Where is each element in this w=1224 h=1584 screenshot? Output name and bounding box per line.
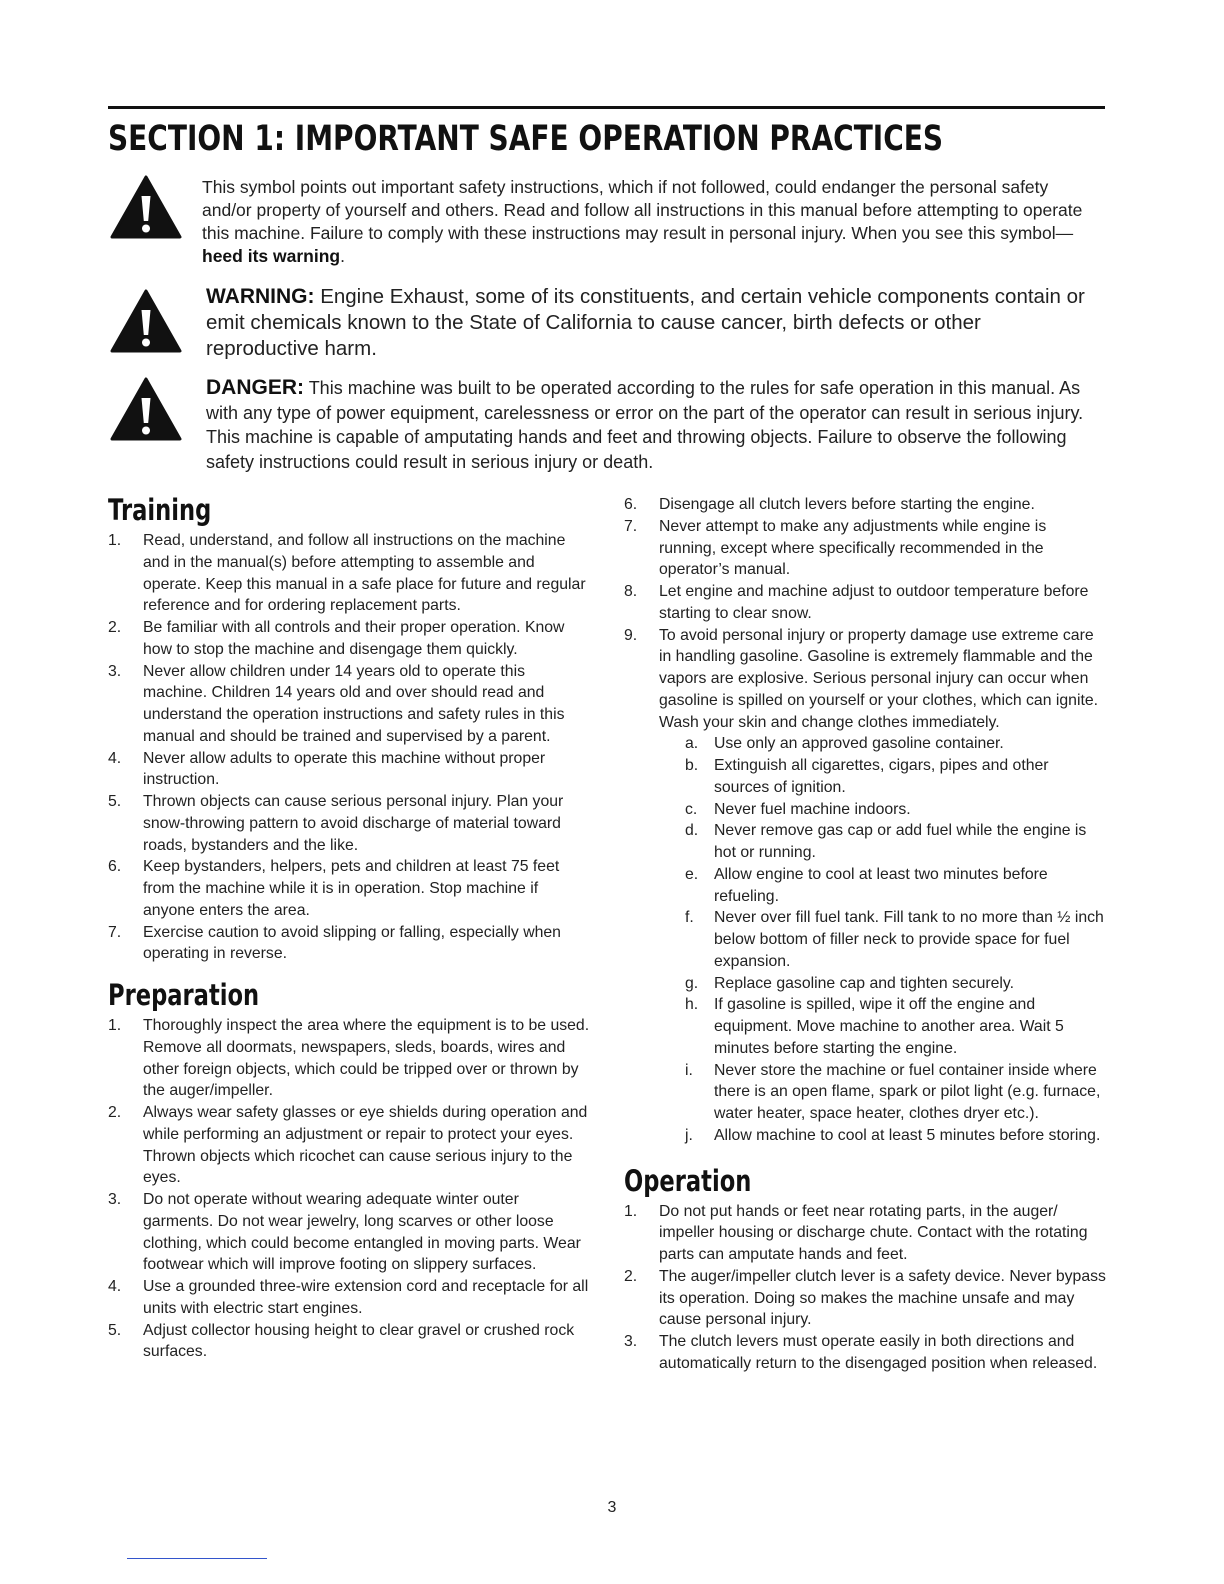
operation-heading: Operation bbox=[624, 1163, 752, 1198]
sub-item-text: Extinguish all cigarettes, cigars, pipes and other sources of ignition. bbox=[714, 757, 1049, 796]
list-item bbox=[108, 1189, 590, 1276]
preparation-list-continued bbox=[624, 494, 1106, 1147]
sub-item-text: Never over fill fuel tank. Fill tank to no more than ½ inch below bottom of filler neck to provide space for fuel expansion. bbox=[714, 909, 1104, 970]
list-item bbox=[624, 516, 1106, 581]
intro-text: This symbol points out important safety instructions, which if not followed, could endanger the personal safety and/or property of yourself and others. Read and follow all instructions in this manual before attempting to operate this machine. Failure to comply with these instructions may result in personal injury. When you see this symbol— bbox=[202, 177, 1083, 243]
sub-list-item bbox=[679, 1060, 1106, 1125]
item-number: 6. bbox=[108, 858, 122, 876]
item-number: 4. bbox=[108, 749, 122, 767]
item-text: Be familiar with all controls and their proper operation. Know how to stop the machine and disengage them quickly. bbox=[143, 619, 565, 658]
gasoline-sublist bbox=[659, 733, 1106, 1146]
sub-item-letter: c. bbox=[685, 800, 698, 818]
item-number: 3. bbox=[108, 1191, 122, 1208]
item-number: 5. bbox=[108, 1321, 122, 1339]
item-number: 7. bbox=[624, 517, 638, 535]
item-text: Keep bystanders, helpers, pets and children at least 75 feet from the machine while it is in operation. Stop machine if anyone enters the area. bbox=[143, 858, 560, 919]
footer-link-underline bbox=[127, 1558, 267, 1559]
sub-list-item bbox=[679, 907, 1106, 972]
list-item bbox=[108, 1102, 590, 1189]
warning-triangle-icon bbox=[110, 288, 182, 354]
list-item bbox=[108, 530, 590, 617]
item-number: 3. bbox=[108, 662, 122, 680]
item-number: 2. bbox=[108, 619, 122, 636]
item-number: 5. bbox=[108, 793, 122, 810]
list-item bbox=[624, 1201, 1106, 1266]
page-number: 3 bbox=[607, 1499, 617, 1516]
item-number: 8. bbox=[624, 583, 638, 600]
sub-item-letter: i. bbox=[685, 1061, 693, 1079]
list-item bbox=[108, 791, 590, 856]
sub-item-letter: j. bbox=[685, 1126, 693, 1144]
intro-bold-tail: heed its warning bbox=[202, 246, 341, 266]
item-number: 9. bbox=[624, 626, 638, 644]
list-item bbox=[108, 856, 590, 921]
list-item bbox=[108, 617, 590, 661]
training-list bbox=[108, 530, 590, 965]
sub-item-letter: a. bbox=[685, 735, 699, 753]
list-item bbox=[108, 922, 590, 966]
preparation-heading: Preparation bbox=[108, 978, 260, 1012]
item-text: Never attempt to make any adjustments while engine is running, except where specifically recommended in the operator’s manual. bbox=[659, 517, 1047, 579]
sub-item-letter: b. bbox=[685, 757, 699, 774]
item-text: Thrown objects can cause serious personal injury. Plan your snow-throwing pattern to avoid discharge of material toward roads, bystanders and the like. bbox=[143, 793, 564, 854]
item-number: 1. bbox=[108, 1017, 122, 1034]
operation-list bbox=[624, 1201, 1106, 1375]
list-item bbox=[624, 625, 1106, 1147]
item-number: 3. bbox=[624, 1333, 638, 1350]
item-number: 2. bbox=[108, 1104, 122, 1121]
danger-paragraph bbox=[206, 376, 1096, 474]
item-text: Read, understand, and follow all instructions on the machine and in the manual(s) before attempting to assemble and operate. Keep this manual in a safe place for future and regular reference and for ordering replacement parts. bbox=[143, 532, 586, 615]
section-title: SECTION 1: IMPORTANT SAFE OPERATION PRACTICES bbox=[108, 119, 944, 159]
sub-list-item bbox=[679, 1125, 1106, 1147]
sub-list-item bbox=[679, 973, 1106, 995]
item-text: The auger/impeller clutch lever is a safety device. Never bypass its operation. Doing so makes the machine unsafe and may cause personal injury. bbox=[659, 1267, 1106, 1329]
list-item bbox=[108, 1015, 590, 1102]
sub-item-text: Replace gasoline cap and tighten securely. bbox=[714, 974, 1015, 992]
list-item bbox=[624, 1266, 1106, 1331]
sub-item-text: Never fuel machine indoors. bbox=[714, 800, 911, 818]
sub-list-item bbox=[679, 733, 1106, 755]
item-text: Let engine and machine adjust to outdoor temperature before starting to clear snow. bbox=[659, 583, 1089, 622]
section-rule bbox=[108, 106, 1105, 109]
item-text: Never allow children under 14 years old to operate this machine. Children 14 years old and over should read and understand the operation instructions and safety rules in this manual and should be trained and supervised by a parent. bbox=[143, 662, 565, 745]
list-item bbox=[108, 1276, 590, 1320]
list-item bbox=[108, 1320, 590, 1364]
sub-item-letter: d. bbox=[685, 822, 699, 840]
item-text: Adjust collector housing height to clear gravel or crushed rock surfaces. bbox=[143, 1321, 575, 1361]
warning-triangle-icon bbox=[110, 174, 182, 240]
item-text: Never allow adults to operate this machine without proper instruction. bbox=[143, 749, 546, 789]
sub-list-item bbox=[679, 864, 1106, 908]
warning-label: WARNING: bbox=[206, 285, 315, 308]
item-text: Do not put hands or feet near rotating parts, in the auger/ impeller housing or discharge chute. Contact with the rotating parts can amputate hands and feet. bbox=[659, 1202, 1088, 1263]
item-text: Disengage all clutch levers before starting the engine. bbox=[659, 496, 1035, 513]
item-number: 1. bbox=[624, 1202, 638, 1220]
intro-paragraph bbox=[202, 176, 1102, 268]
list-item bbox=[624, 1331, 1106, 1375]
sub-list-item bbox=[679, 755, 1106, 799]
sub-item-text: Allow engine to cool at least two minutes before refueling. bbox=[714, 865, 1048, 905]
sub-item-letter: e. bbox=[685, 865, 699, 883]
item-number: 1. bbox=[108, 532, 122, 549]
list-item bbox=[108, 661, 590, 748]
warning-paragraph bbox=[206, 284, 1096, 362]
sub-item-text: If gasoline is spilled, wipe it off the engine and equipment. Move machine to another area. Wait 5 minutes before starting the engine. bbox=[714, 996, 1064, 1057]
right-column bbox=[624, 494, 1106, 1375]
sub-list-item bbox=[679, 994, 1106, 1059]
item-text: Thoroughly inspect the area where the equipment is to be used. Remove all doormats, newspapers, sleds, boards, wires and other foreign objects, which could be tripped over or thrown by the auger/impeller. bbox=[143, 1017, 590, 1100]
sub-item-text: Never store the machine or fuel container inside where there is an open flame, spark or pilot light (e.g. furnace, water heater, space heater, clothes dryer etc.). bbox=[714, 1061, 1101, 1122]
warning-triangle-icon bbox=[110, 376, 182, 442]
item-number: 4. bbox=[108, 1278, 122, 1295]
sub-item-letter: h. bbox=[685, 996, 699, 1014]
danger-text: This machine was built to be operated according to the rules for safe operation in this manual. As with any type of power equipment, carelessness or error on the part of the operator can result in serious injury. This machine is capable of amputating hands and feet and throwing objects. Failure to observe the following safety instructions could result in serious injury or death. bbox=[206, 378, 1084, 472]
list-item bbox=[624, 581, 1106, 625]
item-number: 6. bbox=[624, 496, 638, 513]
item-number: 2. bbox=[624, 1267, 638, 1285]
sub-item-letter: g. bbox=[685, 974, 699, 992]
sub-list-item bbox=[679, 799, 1106, 821]
left-column bbox=[108, 490, 590, 1363]
item-text: Use a grounded three-wire extension cord and receptacle for all units with electric start engines. bbox=[143, 1278, 589, 1317]
item-number: 7. bbox=[108, 923, 122, 941]
item-text: Exercise caution to avoid slipping or falling, especially when operating in reverse. bbox=[143, 923, 561, 963]
sub-item-text: Never remove gas cap or add fuel while the engine is hot or running. bbox=[714, 822, 1087, 861]
sub-list-item bbox=[679, 820, 1106, 864]
item-text: To avoid personal injury or property damage use extreme care in handling gasoline. Gasoline is extremely flammable and the vapors are explosive. Serious personal injury can occur when gasoline is spilled on yourself or your clothes, which can ignite. Wash your skin and change clothes immediately. bbox=[659, 626, 1099, 731]
training-heading: Training bbox=[108, 493, 212, 527]
list-item bbox=[108, 748, 590, 792]
danger-label: DANGER: bbox=[206, 376, 304, 399]
preparation-list bbox=[108, 1015, 590, 1363]
item-text: The clutch levers must operate easily in both directions and automatically return to the disengaged position when released. bbox=[659, 1333, 1098, 1372]
sub-item-letter: f. bbox=[685, 909, 694, 927]
warning-text: Engine Exhaust, some of its constituents, and certain vehicle components contain or emit chemicals known to the State of California to cause cancer, birth defects or other reproductive harm. bbox=[206, 285, 1085, 360]
item-text: Always wear safety glasses or eye shields during operation and while performing an adjustment or repair to protect your eyes. Thrown objects which ricochet can cause serious injury to the eyes. bbox=[143, 1104, 588, 1187]
item-text: Do not operate without wearing adequate winter outer garments. Do not wear jewelry, long scarves or other loose clothing, which could become entangled in moving parts. Wear footwear which will improve footing on slippery surfaces. bbox=[143, 1191, 581, 1274]
intro-end: . bbox=[340, 246, 345, 266]
list-item bbox=[624, 494, 1106, 516]
sub-item-text: Allow machine to cool at least 5 minutes before storing. bbox=[714, 1126, 1101, 1144]
sub-item-text: Use only an approved gasoline container. bbox=[714, 735, 1004, 753]
